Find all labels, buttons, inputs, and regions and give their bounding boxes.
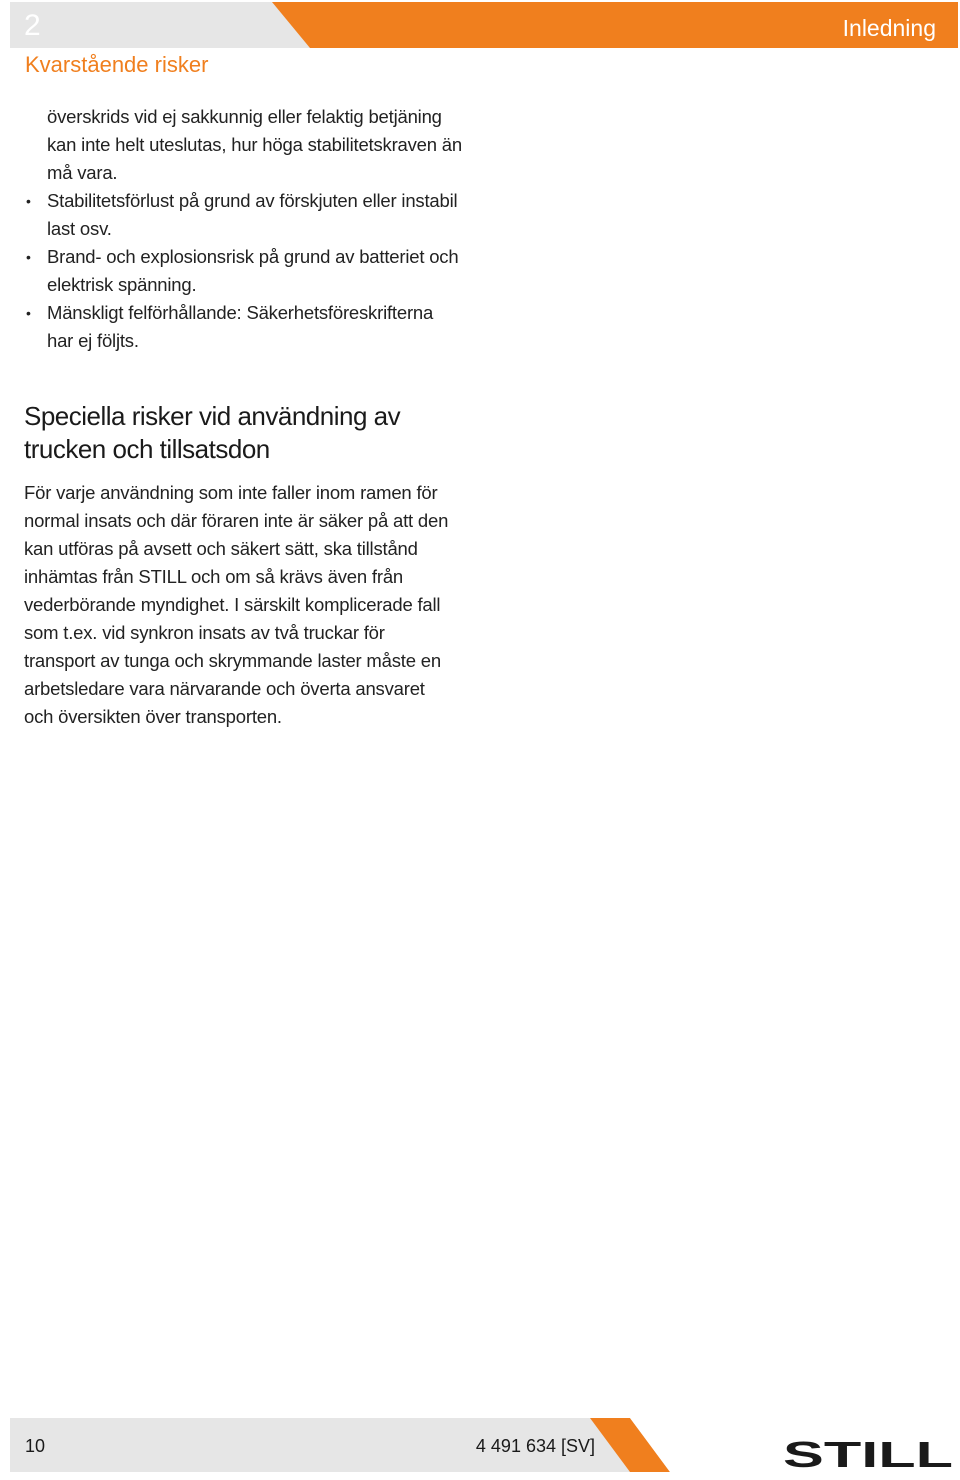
body-paragraph: För varje användning som inte faller inom ramen för normal insats och där föraren inte är säker på att den kan utföras på avsett och säkert sätt, ska tillstånd inhämtas från STILL och om så krävs även från vederbörande myndighet. I särskilt komplicerade fall som t.ex. vid synkron insats av två truckar för transport av tunga och skrymmande laster måste en arbetsledare vara närvarande och överta ansvaret och översikten över transporten. — [24, 482, 449, 727]
header-band-graphic — [10, 2, 958, 48]
bullet-icon: • — [26, 193, 31, 209]
subsection-title: Kvarstående risker — [25, 52, 209, 77]
header-bar — [10, 2, 958, 48]
list-item-text: Stabilitetsförlust på grund av förskjuten eller instabil last osv. — [47, 190, 458, 239]
list-item — [24, 187, 464, 243]
page-number: 10 — [25, 1436, 46, 1456]
list-item-text: Mänskligt felförhållande: Säkerhetsföreskrifterna har ej följts. — [47, 302, 434, 351]
document-number: 4 491 634 [SV] — [475, 1436, 595, 1456]
still-logo — [783, 1440, 953, 1470]
bullet-icon: • — [26, 249, 31, 265]
bullet-icon: • — [26, 305, 31, 321]
risk-bullet-list — [24, 187, 464, 355]
logo-text: STILL — [783, 1440, 953, 1470]
continuation-text: överskrids vid ej sakkunnig eller felaktig betjäning kan inte helt uteslutas, hur höga stabilitetskraven än må vara. — [47, 106, 462, 183]
chapter-number: 2 — [24, 9, 41, 42]
section-heading: Speciella risker vid användning av trucken och tillsatsdon — [24, 401, 401, 464]
list-item — [24, 299, 464, 355]
list-item — [24, 243, 464, 299]
list-item-text: Brand- och explosionsrisk på grund av batteriet och elektrisk spänning. — [47, 246, 459, 295]
section-title: Inledning — [842, 15, 936, 41]
